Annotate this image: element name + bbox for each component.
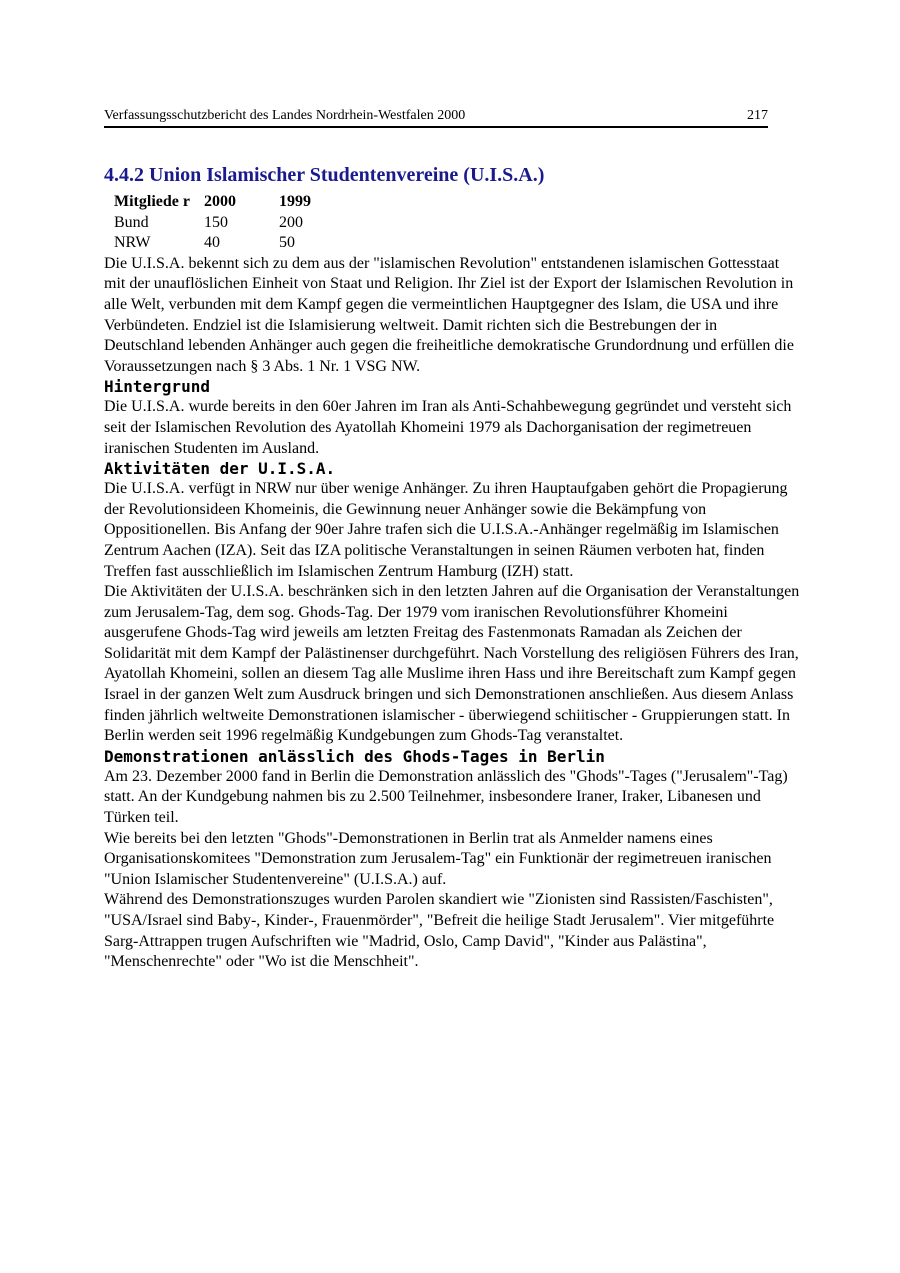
table-cell: 150 [204, 213, 228, 231]
table-header-members: Mitgliede r [114, 193, 190, 210]
section-title: 4.4.2 Union Islamischer Studentenvereine (U.I.S.A.) [104, 164, 545, 186]
intro-paragraph: Die U.I.S.A. bekennt sich zu dem aus der "islamischen Revolution" entstandenen islamischen Gottesstaat mit der unauflöslichen Einheit von Staat und Religion. Ihr Ziel ist der Export der Islamischen Revolution in alle Welt, verbunden mit dem Kampf gegen die vermeintlichen Hauptgegner des Islam, die USA und ihre Verbündeten. Endziel ist die Islamisierung weltweit. Damit richten sich die Bestrebungen der in Deutschland lebenden Anhänger auch gegen die freiheitliche demokratische Grundordnung und erfüllen die Voraussetzungen nach § 3 Abs. 1 Nr. 1 VSG NW. [104, 254, 794, 375]
paragraph: Wie bereits bei den letzten "Ghods"-Demonstrationen in Berlin trat als Anmelder namens eines Organisationskomitees "Demonstration zum Jerusalem-Tag" ein Funktionär der regimetreuen iranischen "Union Islamischer Studentenvereine" (U.I.S.A.) auf. [104, 829, 772, 888]
heading-aktivitaeten: Aktivitäten der U.I.S.A. [104, 459, 336, 479]
table-cell: 40 [204, 234, 220, 252]
table-cell: 50 [279, 234, 295, 252]
members-table-header-row [114, 192, 339, 213]
table-header-1999: 1999 [279, 193, 311, 210]
header-title: Verfassungsschutzbericht des Landes Nordrhein-Westfalen 2000 [104, 108, 466, 123]
table-row [114, 233, 339, 254]
members-table [114, 192, 339, 254]
paragraph: Während des Demonstrationszuges wurden Parolen skandiert wie "Zionisten sind Rassisten/Faschisten", "USA/Israel sind Baby-, Kinder-, Frauenmörder", "Befreit die heilige Stadt Jerusalem". Vier mitgeführte Sarg-Attrappen trugen Aufschriften wie "Madrid, Oslo, Camp David", "Kinder aus Palästina", "Menschenrechte" oder "Wo ist die Menschheit". [104, 891, 775, 971]
page-header [104, 108, 768, 128]
paragraph: Die Aktivitäten der U.I.S.A. beschränken sich in den letzten Jahren auf die Organisation der Veranstaltungen zum Jerusalem-Tag, dem sog. Ghods-Tag. Der 1979 vom iranischen Revolutionsführer Khomeini ausgerufene Ghods-Tag wird jeweils am letzten Freitag des Fastenmonats Ramadan als Zeichen der Solidarität mit dem Kampf der Palästinenser durchgeführt. Nach Vorstellung des religiösen Führers des Iran, Ayatollah Khomeini, sollen an diesem Tag alle Muslime ihren Hass und ihre Bereitschaft zum Kampf gegen Israel in der ganzen Welt zum Ausdruck bringen und sich Demonstrationen anschließen. Aus diesem Anlass finden jährlich weltweite Demonstrationen islamischer - überwiegend schiitischer - Gruppierungen statt. In Berlin werden seit 1996 regelmäßig Kundgebungen zum Ghods-Tag veranstaltet. [104, 583, 800, 745]
table-cell: NRW [114, 234, 151, 252]
page-content [104, 162, 800, 973]
table-row [114, 213, 339, 234]
heading-demonstrationen: Demonstrationen anlässlich des Ghods-Tages in Berlin [104, 746, 605, 766]
page-number: 217 [747, 108, 768, 123]
table-header-2000: 2000 [204, 193, 236, 210]
heading-hintergrund: Hintergrund [104, 377, 210, 397]
paragraph: Die U.I.S.A. wurde bereits in den 60er Jahren im Iran als Anti-Schahbewegung gegründet und versteht sich seit der Islamischen Revolution des Ayatollah Khomeini 1979 als Dachorganisation der regimetreuen iranischen Studenten im Ausland. [104, 398, 792, 457]
paragraph: Am 23. Dezember 2000 fand in Berlin die Demonstration anlässlich des "Ghods"-Tages ("Jerusalem"-Tag) statt. An der Kundgebung nahmen bis zu 2.500 Teilnehmer, insbesondere Iraner, Iraker, Libanesen und Türken teil. [104, 767, 788, 827]
paragraph: Die U.I.S.A. verfügt in NRW nur über wenige Anhänger. Zu ihren Hauptaufgaben gehört die Propagierung der Revolutionsideen Khomeinis, die Gewinnung neuer Anhänger sowie die Bekämpfung von Oppositionellen. Bis Anfang der 90er Jahre trafen sich die U.I.S.A.-Anhänger regelmäßig im Islamischen Zentrum Aachen (IZA). Seit das IZA politische Veranstaltungen in seinen Räumen verboten hat, finden Treffen fast ausschließlich im Islamischen Zentrum Hamburg (IZH) statt. [104, 480, 788, 580]
table-cell: Bund [114, 213, 149, 231]
table-cell: 200 [279, 213, 303, 231]
